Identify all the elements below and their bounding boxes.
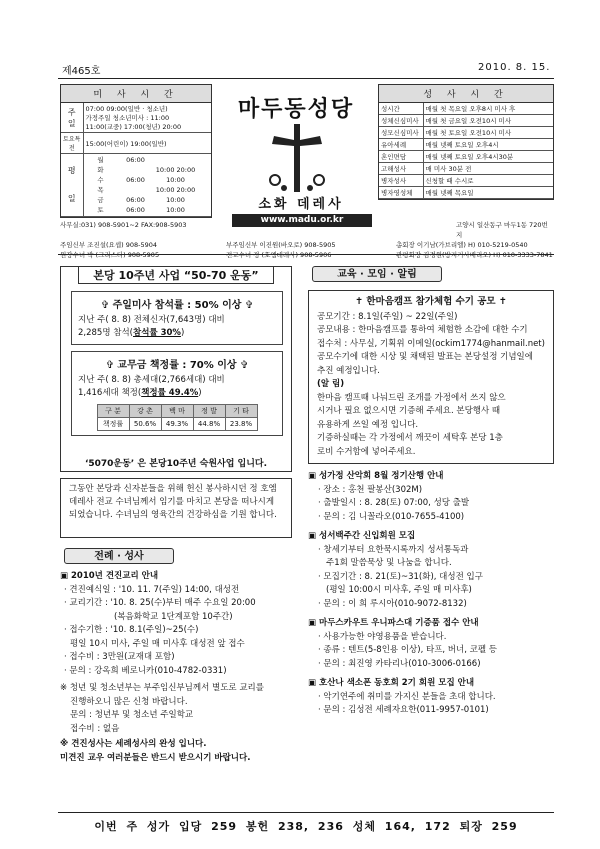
mass-attendance-box: ✞ 주일미사 참석률 : 50% 이상 ✞ 지난 주( 8. 8) 전체신자(7,643명) 대비 2,285명 참석(참석률 30%) — [71, 291, 283, 345]
contact-row: 원장수녀 박 (크리스타) 908-5905 전교수녀 정 (호엠데레사) 908-5906 관평회장 김경원(방지거사베리오) H) 010-3333-7841 — [60, 251, 553, 259]
sacrament-row: 혼인면담 매월 넷째 토요일 오후4시30분 — [379, 151, 553, 163]
camp-essay-title: ✝ 한마음캠프 참가체험 수기 공모 ✝ — [355, 296, 507, 307]
confirmation-title: ▣ 2010년 견진교리 안내 — [60, 571, 159, 581]
sacrament-row: 성체신심미사 매월 첫 금요일 오전10시 미사 — [379, 115, 553, 127]
weekday-row: 수 06:00 10:00 — [97, 176, 185, 184]
sacrament-schedule-table — [378, 84, 554, 200]
notice-title: ▣ 호산나 색소폰 동호회 2기 회원 모집 안내 — [308, 678, 475, 688]
weekday-row: 토 06:00 10:00 — [97, 206, 185, 214]
anniversary-campaign-box — [60, 266, 292, 472]
weekday-row: 월 06:00 — [97, 156, 145, 164]
mass-attendance-heading: ✞ 주일미사 참석률 : 50% 이상 ✞ — [100, 300, 254, 311]
liturgy-section-title: 전례 · 성사 — [64, 548, 174, 564]
church-subtitle: 소화 데레사 — [258, 197, 344, 212]
tithe-rate-heading: ✞ 교무금 책정률 : 70% 이상 ✞ — [105, 360, 249, 371]
campaign-slogan: ‘5070운동’ 은 본당10주년 숙원사업 입니다. — [84, 459, 268, 469]
contact-row: 주임신부 조진설(요셉) 908-5904 부주임신부 이진원(바오로) 908-5905 총회장 이기남(가브리엘) H) 010-5219-0540 — [60, 241, 528, 249]
farewell-notice: 그동안 본당과 신자분들을 위해 헌신 봉사하시던 정 호엠데레사 전교 수녀님께서 임기를 마치고 본당을 떠나시게 되었습니다. 수녀님의 영육간의 건강하심을 기원 합니다. — [60, 478, 292, 538]
cross-logo-icon — [262, 122, 332, 194]
weekday-row: 목 10:00 20:00 — [97, 186, 196, 194]
church-address: 고양시 일산동구 마두1동 720번지 — [455, 221, 548, 239]
notice-title: ▣ 마두스카우트 우니파스대 기증품 접수 안내 — [308, 618, 479, 628]
notice-title: ▣ 성가정 산악회 8월 정기산행 안내 — [308, 471, 444, 481]
weekday-row: 금 06:00 10:00 — [97, 196, 185, 204]
sacrament-row: 병자영성체 매월 넷째 목요일 — [379, 187, 553, 199]
saturday-label: 토요특전 — [61, 133, 83, 154]
anniversary-campaign-title: 본당 10주년 사업 “50-70 운동” — [78, 266, 274, 284]
weekday-row: 화 10:00 20:00 — [97, 166, 196, 174]
issue-number: 제465호 — [62, 66, 101, 77]
contact-row: 사무실:031) 908-5901~2 FAX:908-5903 고양시 일산동구 마두1동 720번지 — [60, 220, 554, 240]
tithe-rate-table: 구 분 강 촌 백 마 정 발 기 타 책정률 50.6% 49.3% 44.8% 23.8% — [97, 404, 258, 431]
sunday-label: 주 일 — [61, 103, 83, 133]
sacrament-row: 유아세례 매월 넷째 토요일 오후4시 — [379, 139, 553, 151]
sunday-line: 가정주일 청소년미사 : 11:00 — [85, 114, 170, 122]
sacrament-row: 병자성사 신청할 때 수시로 — [379, 175, 553, 187]
sacrament-schedule-title: 성 사 시 간 — [379, 85, 553, 103]
issue-date: 2010. 8. 15. — [478, 62, 551, 73]
hymn-footer: 이번 주 성가 입당 259 봉헌 238, 236 성체 164, 172 퇴장 259 — [94, 820, 518, 833]
sacrament-row: 성모신심미사 매월 첫 토요일 오전10시 미사 — [379, 127, 553, 139]
weekday-label: 일 — [67, 194, 76, 203]
church-name: 마두동성당 — [237, 97, 355, 122]
weekday-label: 평 — [67, 166, 76, 175]
header-bottom-rule — [58, 254, 554, 255]
sacrament-row: 고해성사 매 미사 30분 전 — [379, 163, 553, 175]
sunday-line: 11:00(교중) 17:00(청년) 20:00 — [85, 123, 182, 131]
camp-essay-box: ✝ 한마음캠프 참가체험 수기 공모 ✝ 공모기간 : 8.1일(주일) ~ 22일(주일) 공모내용 : 한마음캠프를 통하여 체험한 소감에 대한 수기 접수처 : 사무실, 기획위 이메일(ockim1774@hanmail.net) 공모수기에 대한 시상 및 채택된 발표는 본당설정 기념일에 추진 예정입니다. (알 림) 한마음 캠프때 나눠드린 조개를 가정에서 쓰지 않으 시거나 필요 없으시면 기증해 주세요. 본당행사 때 유용하게 쓰일 예정 입니다. 기증하실때는 각 가정에서 깨끗이 세탁후 본당 1층 로비 수거함에 넣어주세요. — [308, 290, 554, 464]
liturgy-section: 전례 · 성사 ▣ 2010년 견진교리 안내 · 견진예식일 : '10. 11. 7(주일) 14:00, 대성전 · 교리기간 : '10. 8. 25(수)부터 매주 수요일 20:00 (복음화학교 1단계포함 10주간) · 접수기한 : '10. 8.1(주일)~25(수) 평일 10시 미사, 주일 매 미사후 대성전 앞 접수 · 접수비 : 3만원(교재대 포함) · 문의 : 강옥희 베로니카(010-4782-0331) ※ 청년 및 청소년부는 부주임신부님께서 별도로 교리를 진행하오니 많은 신청 바랍니다. 문의 : 청년부 및 청소년 주일학교 접수비 : 없음 ※ 견진성사는 세례성사의 완성 입니다. 미견진 교우 여러분들은 반드시 받으시기 바랍니다. — [60, 548, 296, 765]
notice-title: ▣ 성서백주간 신입회원 모집 — [308, 531, 416, 541]
mass-schedule-title: 미 사 시 간 — [61, 85, 211, 103]
saturday-line: 15:00(어린이) 19:00(일반) — [83, 133, 211, 154]
sunday-line: 07:00 09:00(일반 · 청소년) — [85, 105, 168, 113]
tithe-rate-box: ✞ 교무금 책정률 : 70% 이상 ✞ 지난 주( 8. 8) 총세대(2,766세대) 대비 1,416세대 책정(책정률 49.4%) 구 분 강 촌 백 마 정 발 기 타 책정률 50.6% 49.3% 44.8% 23.8% — [71, 351, 283, 436]
sacrament-row: 성시간 매월 첫 목요일 오후8시 미사 후 — [379, 103, 553, 115]
notices-section-title: 교육 · 모임 · 알림 — [312, 266, 442, 282]
footer-rule — [58, 812, 554, 813]
website-link[interactable]: www.madu.or.kr — [232, 214, 372, 227]
mass-schedule-table — [60, 84, 212, 218]
notices-section: 교육 · 모임 · 알림 ✝ 한마음캠프 참가체험 수기 공모 ✝ 공모기간 : 8.1일(주일) ~ 22일(주일) 공모내용 : 한마음캠프를 통하여 체험한 소감에 대한 수기 접수처 : 사무실, 기획위 이메일(ockim1774@hanmail.net) 공모수기에 대한 시상 및 채택된 발표는 본당설정 기념일에 추진 예정입니다. (알 림) 한마음 캠프때 나눠드린 조개를 가정에서 쓰지 않으 시거나 필요 없으시면 기증해 주세요. 본당행사 때 유용하게 쓰일 예정 입니다. 기증하실때는 각 가정에서 깨끗이 세탁후 본당 1층 로비 수거함에 넣어주세요. ▣ 성가정 산악회 8월 정기산행 안내 · 장소 : 홍천 팔봉산(302M) · 출발일시 : 8. 28(토) 07:00, 성당 출발 · 문의 : 김 니꼴라오(010-7655-4100) ▣ 성서백주간 신입회원 모집 · 창세기부터 요한묵시록까지 성서통독과 주1회 말씀묵상 및 나눔을 합니다. · 모집기간 : 8. 21(토)~31(화), 대성전 입구 (평일 10:00시 미사후, 주일 매 미사후) · 문의 : 이 희 루시아(010-9072-8132) ▣ 마두스카우트 우니파스대 기증품 접수 안내 · 사용가능한 야영용품을 받습니다. · 종류 : 텐트(5-8인용 이상), 타프, 버너, 코펠 등 · 문의 : 최진영 카타리나(010-3006-0166) ▣ 호산나 색소폰 동호회 2기 회원 모집 안내 · 악기연주에 취미를 가지신 분들을 초대 합니다. · 문의 : 김성전 세례자요한(011-9957-0101) — [308, 266, 554, 718]
header-rule — [58, 78, 554, 79]
